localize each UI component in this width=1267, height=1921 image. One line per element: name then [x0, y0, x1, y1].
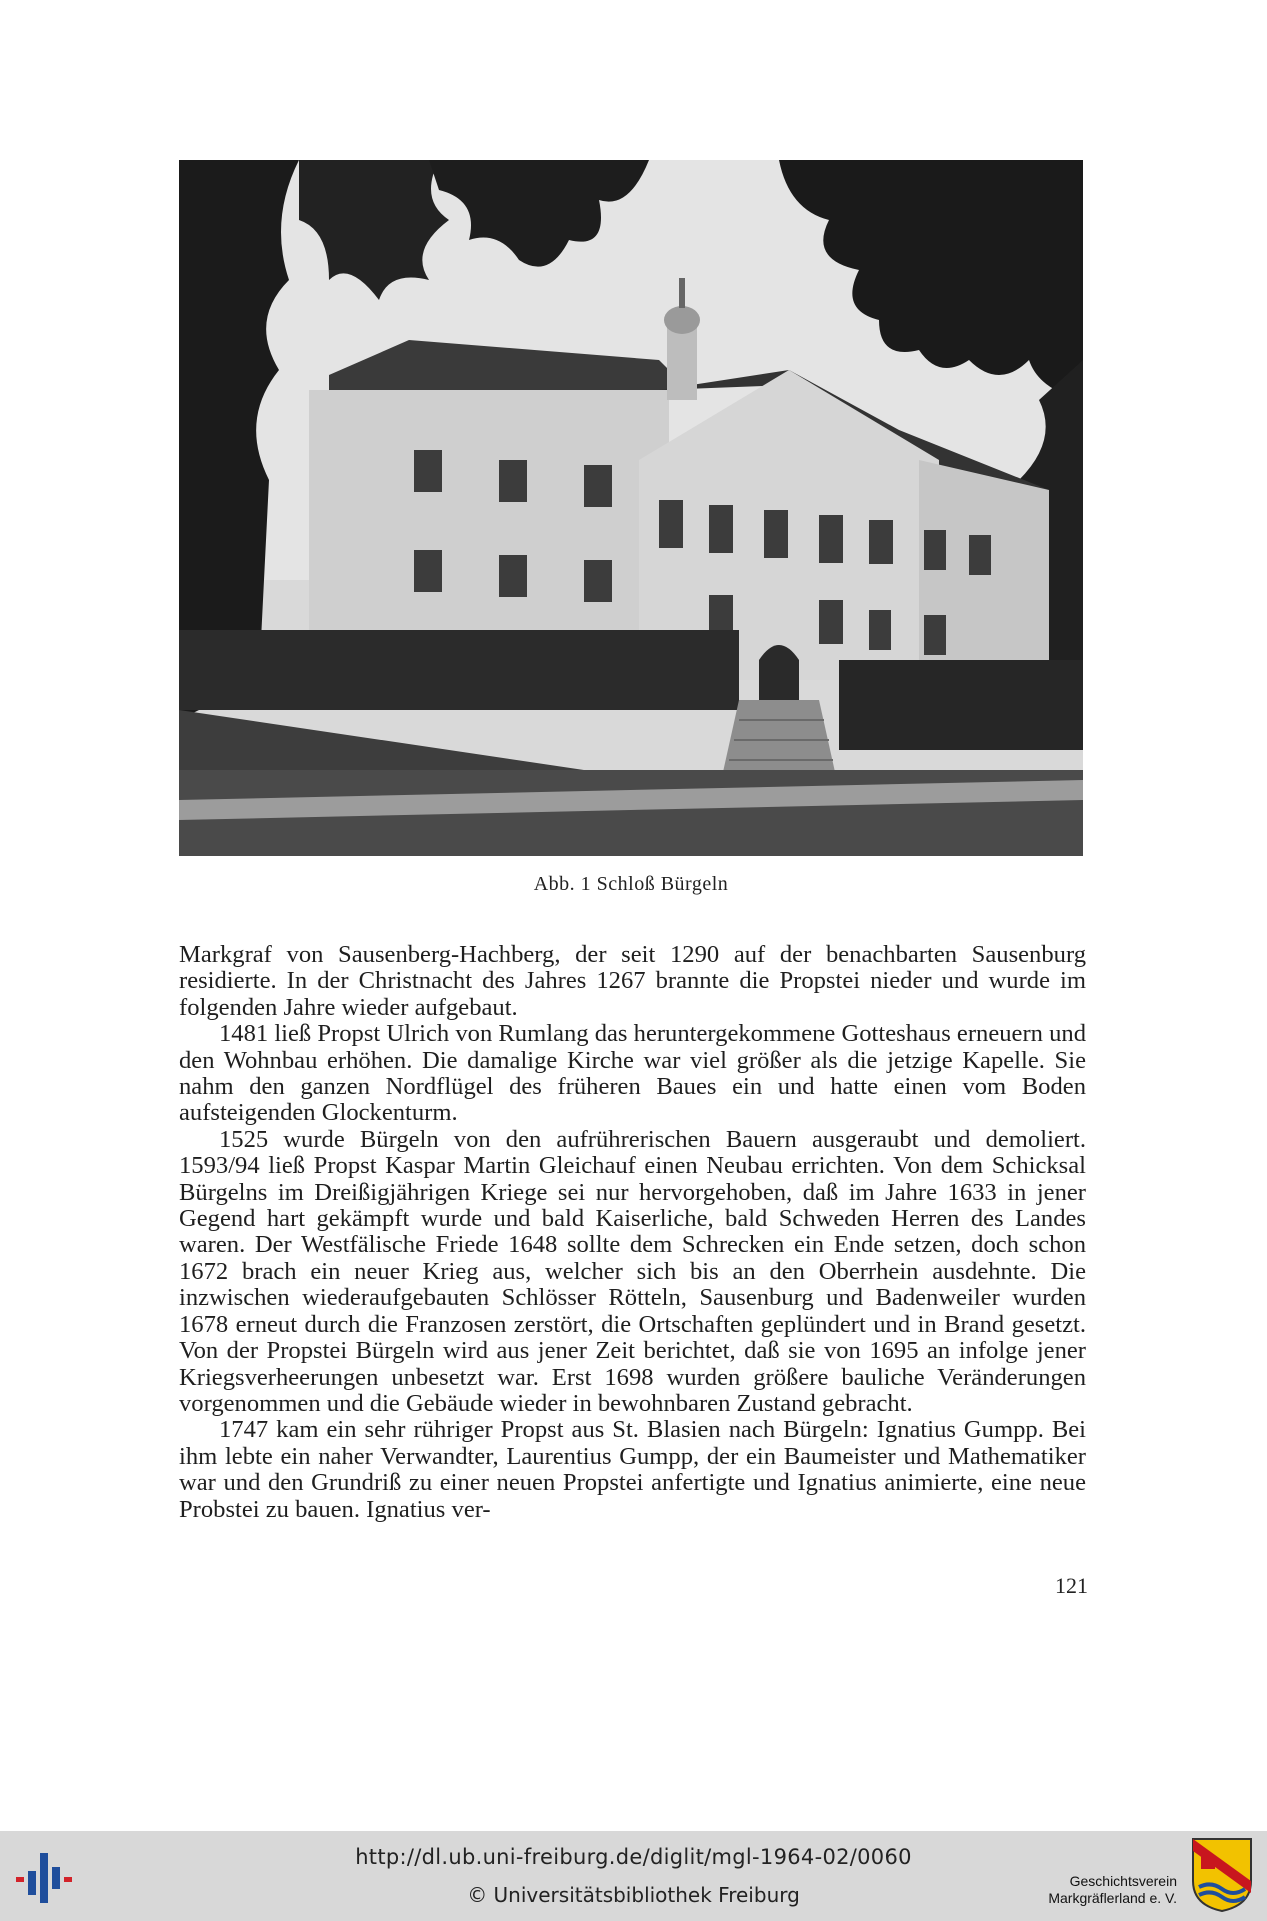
coat-of-arms-icon [1191, 1837, 1253, 1913]
schloss-buergeln-photo [179, 160, 1083, 856]
footer-bar [0, 1831, 1267, 1921]
society-name [1048, 1873, 1177, 1907]
paragraph-4: 1747 kam ein sehr rühriger Propst aus St. Blasien nach Bürgeln: Ignatius Gumpp. Bei ihm lebte ein naher Verwandter, Laurentius Gumpp, der ein Baumeister und Mathematiker war und den Grundriß zu einer neuen Propstei anfertigte und Ignatius animierte, eine neue Probstei zu bauen. Ignatius ver- [179, 1416, 1086, 1523]
page-number: 121 [1055, 1573, 1088, 1598]
paragraph-2: 1481 ließ Propst Ulrich von Rumlang das heruntergekommene Gotteshaus erneuern und den Wohnbau erhöhen. Die damalige Kirche war viel größer als die jetzige Kapelle. Sie nahm den ganzen Nordflügel des früheren Baues ein und hatte einen vom Boden aufsteigenden Glockenturm. [179, 1020, 1086, 1127]
society-name-line1: Geschichtsverein [1069, 1873, 1177, 1889]
paragraph-3: 1525 wurde Bürgeln von den aufrührerischen Bauern ausgeraubt und demoliert. 1593/94 ließ Propst Kaspar Martin Gleichauf einen Neubau errichten. Von dem Schicksal Bürgelns im Dreißigjährigen Kriege sei nur hervorgehoben, daß im Jahre 1633 in jener Gegend hart gekämpft wurde und bald Kaiserliche, bald Schweden Herren des Landes waren. Der Westfälische Friede 1648 sollte dem Schrecken ein Ende setzen, doch schon 1672 brach ein neuer Krieg aus, welcher sich bis an den Oberrhein ausdehnte. Die inzwischen wiederaufgebauten Schlösser Rötteln, Sausenburg und Badenweiler wurden 1678 erneut durch die Franzosen zerstört, die Ortschaften geplündert und in Brand gesetzt. Von der Propstei Bürgeln wird aus jener Zeit berichtet, daß sie von 1695 an infolge jener Kriegsverheerungen unbesetzt war. Erst 1698 wurden größere bauliche Veränderungen vorgenommen und die Gebäude wieder in bewohnbaren Zustand gebracht. [179, 1125, 1086, 1417]
paragraph-1: Markgraf von Sausenberg-Hachberg, der seit 1290 auf der benachbarten Sausenburg residierte. In der Christnacht des Jahres 1267 brannte die Propstei nieder und wurde im folgenden Jahre wieder aufgebaut. [179, 941, 1086, 1021]
figure-caption: Abb. 1 Schloß Bürgeln [533, 873, 729, 895]
body-text [179, 942, 1086, 1523]
society-name-line2: Markgräflerland e. V. [1048, 1890, 1177, 1906]
source-url[interactable]: http://dl.ub.uni-freiburg.de/diglit/mgl-1964-02/0060 [355, 1845, 912, 1869]
copyright-notice: © Universitätsbibliothek Freiburg [467, 1883, 800, 1907]
